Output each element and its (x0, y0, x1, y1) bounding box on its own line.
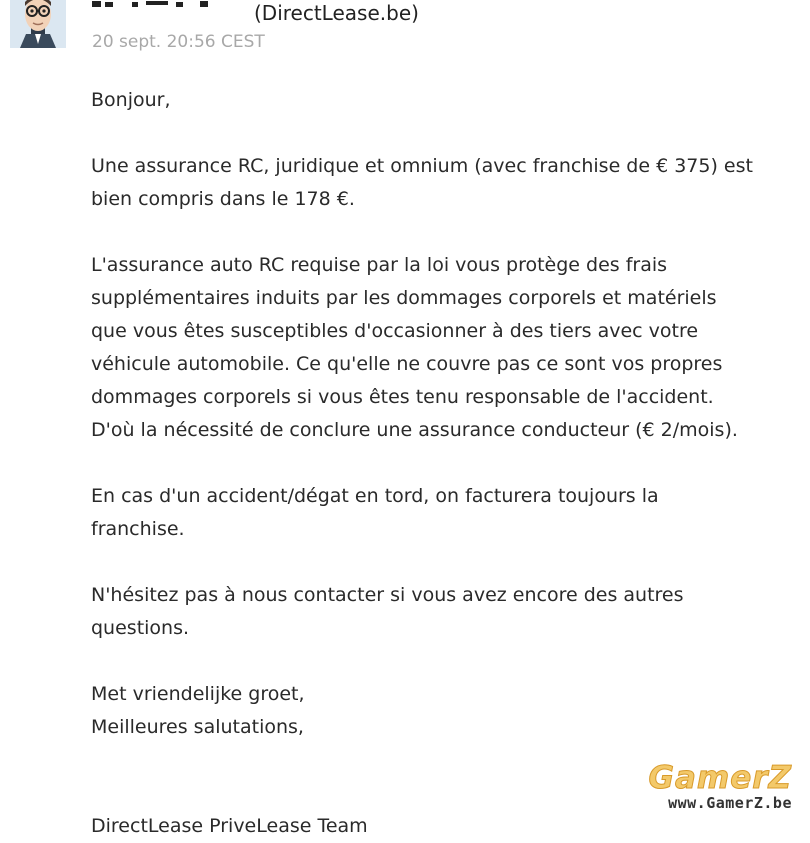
avatar[interactable] (10, 0, 66, 48)
paragraph-line: Une assurance RC, juridique et omnium (avec franchise de € 375) est (91, 155, 753, 177)
sender-name-cropped[interactable] (92, 0, 232, 12)
paragraph-spacer (91, 216, 801, 249)
message-timestamp: 20 sept. 20:56 CEST (92, 32, 265, 52)
cartoon-businessman-avatar-icon (10, 0, 66, 48)
watermark-logo: GamerZ (648, 760, 792, 796)
paragraph-spacer (91, 447, 801, 480)
paragraph-line: L'assurance auto RC requise par la loi vous protège des frais (91, 254, 668, 276)
watermark (649, 762, 792, 812)
message-body (91, 84, 801, 843)
sender-company[interactable]: (DirectLease.be) (254, 1, 419, 25)
paragraph-line: franchise. (91, 518, 185, 540)
paragraph-line: véhicule automobile. Ce qu'elle ne couvre pas ce sont vos propres (91, 353, 723, 375)
paragraph-line: que vous êtes susceptibles d'occasionner à des tiers avec votre (91, 320, 699, 342)
paragraph-line: questions. (91, 617, 190, 639)
paragraph-line: bien compris dans le 178 €. (91, 188, 355, 210)
cropped-name-glyphs (92, 0, 232, 7)
paragraph-spacer (91, 117, 801, 150)
paragraph-spacer (91, 546, 801, 579)
paragraph-line: supplémentaires induits par les dommages corporels et matériels (91, 287, 717, 309)
closing-line: Met vriendelijke groet, (91, 683, 305, 705)
paragraph-spacer (91, 645, 801, 678)
watermark-url: www.GamerZ.be (668, 794, 792, 812)
signature: DirectLease PriveLease Team (91, 815, 368, 837)
closing-line: Meilleures salutations, (91, 716, 304, 738)
paragraph-line: dommages corporels si vous êtes tenu responsable de l'accident. (91, 386, 714, 408)
paragraph-line: En cas d'un accident/dégat en tord, on facturera toujours la (91, 485, 659, 507)
paragraph-line: D'où la nécessité de conclure une assurance conducteur (€ 2/mois). (91, 419, 738, 441)
greeting: Bonjour, (91, 89, 171, 111)
paragraph-line: N'hésitez pas à nous contacter si vous avez encore des autres (91, 584, 684, 606)
